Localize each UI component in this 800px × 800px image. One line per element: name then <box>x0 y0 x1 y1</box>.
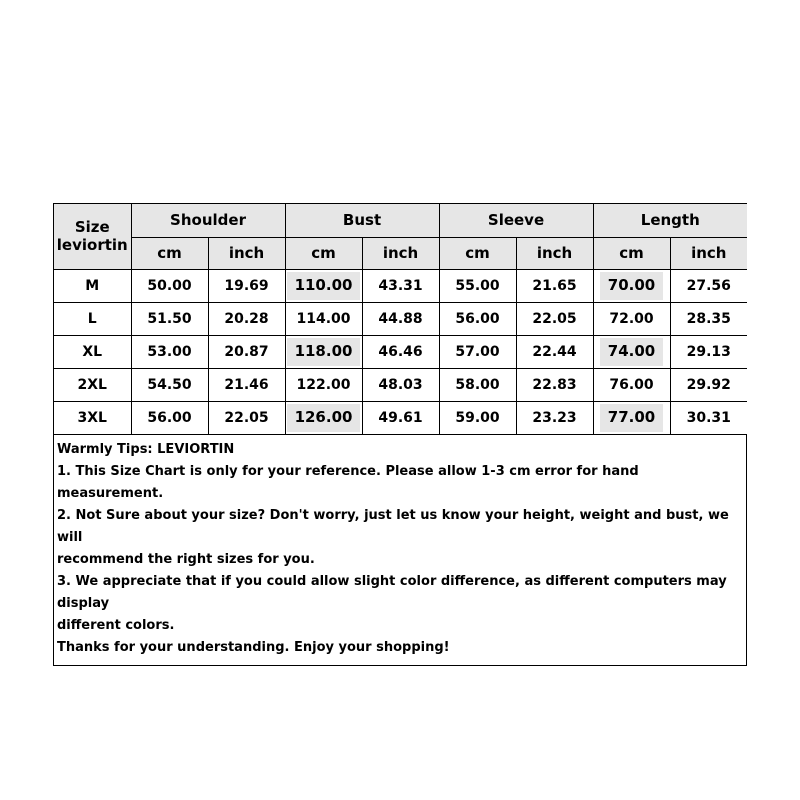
size-chart <box>53 203 747 666</box>
value-cell: 50.00 <box>131 270 208 303</box>
unit-header: inch <box>670 238 747 270</box>
tip-line-2a: 2. Not Sure about your size? Don't worry, just let us know your height, weight and bust, we will <box>57 508 729 545</box>
unit-header: cm <box>593 238 670 270</box>
value-cell: 22.05 <box>208 402 285 435</box>
value-cell: 46.46 <box>362 336 439 369</box>
value-cell: 57.00 <box>439 336 516 369</box>
size-cell: 3XL <box>54 402 131 435</box>
size-cell: L <box>54 303 131 336</box>
tips-section <box>54 434 746 665</box>
value-cell: 43.31 <box>362 270 439 303</box>
value-cell <box>593 270 670 303</box>
value-cell: 76.00 <box>593 369 670 402</box>
tip-line-3a: 3. We appreciate that if you could allow slight color difference, as different computers may display <box>57 574 727 611</box>
value-cell: 53.00 <box>131 336 208 369</box>
value-cell: 58.00 <box>439 369 516 402</box>
value-cell <box>593 336 670 369</box>
unit-header: inch <box>362 238 439 270</box>
size-table <box>54 204 747 434</box>
size-cell: 2XL <box>54 369 131 402</box>
value-cell: 44.88 <box>362 303 439 336</box>
value-cell <box>285 336 362 369</box>
value-cell: 59.00 <box>439 402 516 435</box>
table-row <box>54 303 747 336</box>
value-cell: 27.56 <box>670 270 747 303</box>
unit-header: inch <box>208 238 285 270</box>
value-cell: 55.00 <box>439 270 516 303</box>
value-cell: 19.69 <box>208 270 285 303</box>
unit-header: cm <box>285 238 362 270</box>
value-cell: 56.00 <box>439 303 516 336</box>
value-cell: 22.83 <box>516 369 593 402</box>
value-cell <box>285 402 362 435</box>
value-cell: 56.00 <box>131 402 208 435</box>
highlighted-value: 77.00 <box>600 404 663 431</box>
value-cell: 51.50 <box>131 303 208 336</box>
highlighted-value: 74.00 <box>600 338 663 365</box>
size-cell: M <box>54 270 131 303</box>
value-cell: 29.92 <box>670 369 747 402</box>
value-cell: 28.35 <box>670 303 747 336</box>
table-row <box>54 270 747 303</box>
group-header-length: Length <box>593 204 747 238</box>
table-row <box>54 336 747 369</box>
value-cell: 22.44 <box>516 336 593 369</box>
value-cell: 20.87 <box>208 336 285 369</box>
value-cell: 122.00 <box>285 369 362 402</box>
unit-header: inch <box>516 238 593 270</box>
group-header-sleeve: Sleeve <box>439 204 593 238</box>
value-cell: 54.50 <box>131 369 208 402</box>
tips-title: Warmly Tips: LEVIORTIN <box>57 442 235 457</box>
tip-line-1: 1. This Size Chart is only for your reference. Please allow 1-3 cm error for hand measurement. <box>57 464 639 501</box>
value-cell: 48.03 <box>362 369 439 402</box>
size-header-line2: leviortin <box>56 235 128 254</box>
value-cell: 49.61 <box>362 402 439 435</box>
highlighted-value: 118.00 <box>287 338 361 365</box>
value-cell <box>285 270 362 303</box>
value-cell: 22.05 <box>516 303 593 336</box>
unit-header: cm <box>131 238 208 270</box>
value-cell: 21.65 <box>516 270 593 303</box>
tip-line-2b: recommend the right sizes for you. <box>57 552 315 567</box>
size-cell: XL <box>54 336 131 369</box>
highlighted-value: 70.00 <box>600 272 663 299</box>
group-header-shoulder: Shoulder <box>131 204 285 238</box>
group-header-bust: Bust <box>285 204 439 238</box>
size-header <box>54 204 131 270</box>
value-cell: 21.46 <box>208 369 285 402</box>
tip-line-3b: different colors. <box>57 618 175 633</box>
size-header-line1: Size <box>74 218 110 237</box>
highlighted-value: 126.00 <box>287 404 361 431</box>
value-cell: 114.00 <box>285 303 362 336</box>
value-cell: 23.23 <box>516 402 593 435</box>
highlighted-value: 110.00 <box>287 272 361 299</box>
unit-header: cm <box>439 238 516 270</box>
value-cell <box>593 402 670 435</box>
tips-closing: Thanks for your understanding. Enjoy your shopping! <box>57 640 450 655</box>
value-cell: 20.28 <box>208 303 285 336</box>
value-cell: 72.00 <box>593 303 670 336</box>
table-row <box>54 369 747 402</box>
value-cell: 29.13 <box>670 336 747 369</box>
value-cell: 30.31 <box>670 402 747 435</box>
table-row <box>54 402 747 435</box>
